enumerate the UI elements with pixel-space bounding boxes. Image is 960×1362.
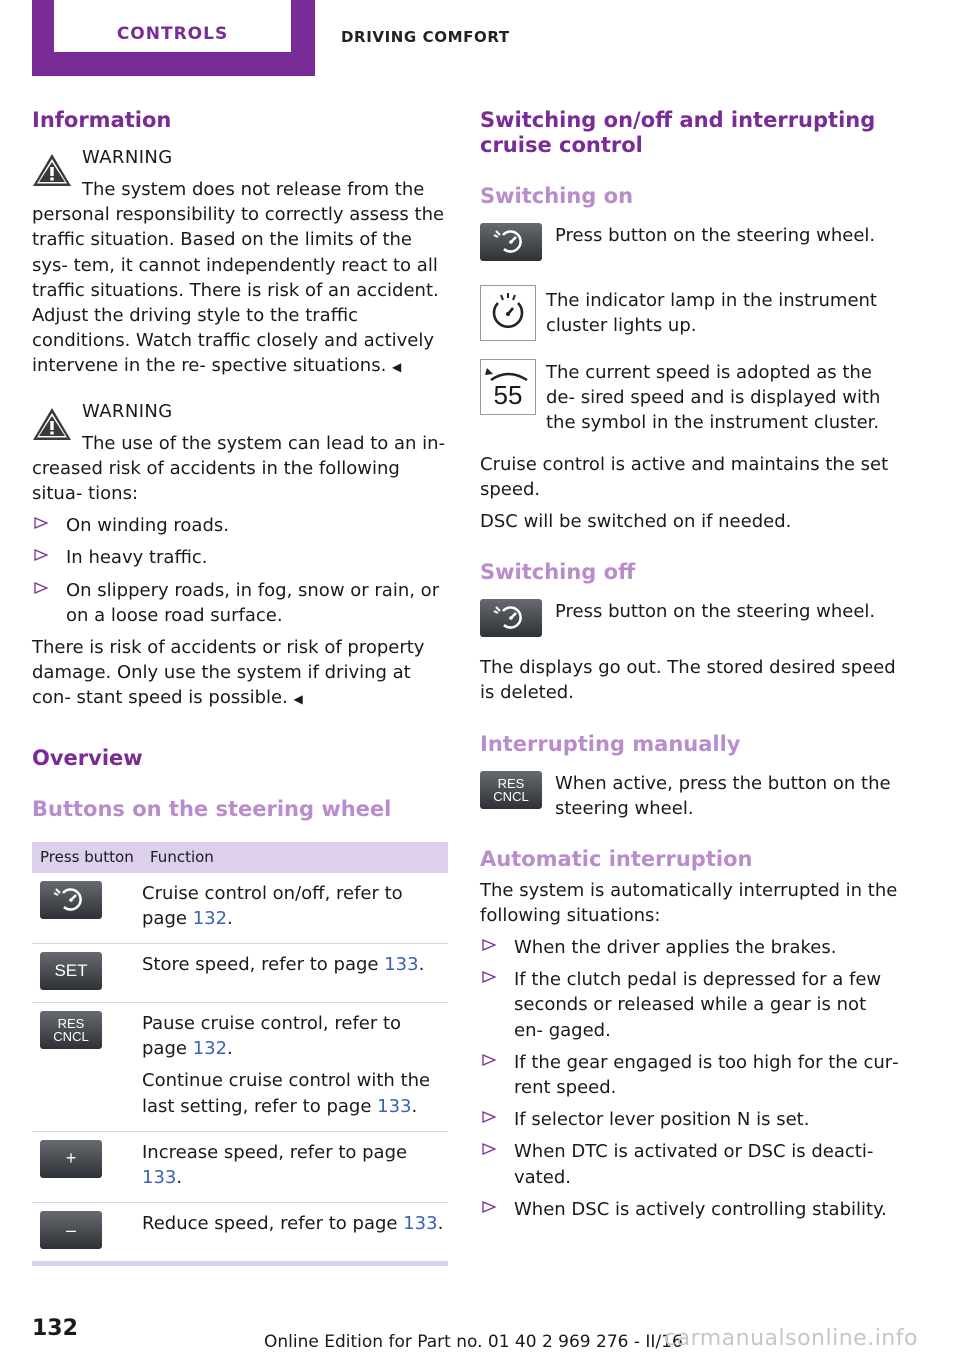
tab-driving-comfort[interactable]: DRIVING COMFORT <box>341 28 510 46</box>
cruise-control-button-icon <box>480 599 542 637</box>
desired-speed-symbol-icon <box>480 359 536 415</box>
switch-off-press-row <box>480 599 900 647</box>
column-header-press-button: Press button <box>32 842 142 873</box>
warning-2-intro: The use of the system can lead to an in‐ creased risk of accidents in the following situa‐ tions: <box>32 432 446 505</box>
warning-2 <box>32 399 448 713</box>
dsc-text: DSC will be switched on if needed. <box>480 511 792 533</box>
right-column <box>480 108 900 1222</box>
table-row: SET Store speed, refer to page 133. <box>32 944 448 1003</box>
interrupt-manual-text: When active, press the button on the steering wheel. <box>555 772 891 819</box>
overview-heading: Overview <box>32 745 143 770</box>
switching-on-heading: Switching on <box>480 184 634 208</box>
left-column <box>32 108 448 1266</box>
page-link[interactable]: 133 <box>403 1213 438 1235</box>
auto-interrupt-list <box>480 935 900 1222</box>
right-heading: Switching on/off and interrupting cruise control <box>480 108 876 157</box>
list-item: On slippery roads, in fog, snow or rain, or on a loose road surface. <box>32 578 448 628</box>
switch-on-press-row <box>480 223 900 271</box>
bullet-arrow-icon <box>482 938 496 952</box>
page-link[interactable]: 132 <box>192 1038 228 1060</box>
tab-controls[interactable] <box>32 0 315 76</box>
switch-off-press-text: Press button on the steering wheel. <box>555 601 876 623</box>
watermark-site: carmanualsonline.info <box>664 1326 918 1351</box>
column-header-function: Function <box>142 842 448 873</box>
page-link[interactable]: 133 <box>142 1167 177 1189</box>
table-row: RES CNCL Pause cruise control, refer to page 132. Continue cruise control with the last setting, refer to page 133. <box>32 1003 448 1132</box>
bullet-arrow-icon <box>34 516 48 530</box>
row-text: Reduce speed, refer to page <box>142 1213 404 1235</box>
active-text: Cruise control is active and maintains the set speed. <box>480 453 889 500</box>
desired-speed-value: 55 <box>493 380 523 410</box>
warning-1 <box>32 145 448 381</box>
indicator-lamp-row <box>480 285 900 343</box>
warning-icon <box>32 153 72 187</box>
list-item: When DSC is actively controlling stability. <box>480 1197 900 1222</box>
bullet-arrow-icon <box>482 1200 496 1214</box>
page-link[interactable]: 132 <box>192 907 228 929</box>
bullet-arrow-icon <box>482 1110 496 1124</box>
list-item: If the gear engaged is too high for the cur‐ rent speed. <box>480 1050 900 1100</box>
bullet-arrow-icon <box>482 970 496 984</box>
plus-button-icon: + <box>40 1140 102 1178</box>
table-bottom-rule <box>32 1262 448 1266</box>
info-heading: Information <box>32 108 172 132</box>
interrupting-manually-heading: Interrupting manually <box>480 731 741 756</box>
bullet-arrow-icon <box>34 581 48 595</box>
cruise-control-button-icon <box>40 881 102 919</box>
automatic-interruption-heading: Automatic interruption <box>480 846 753 871</box>
bullet-arrow-icon <box>34 548 48 562</box>
row-text: Continue cruise control with the last setting, refer to page <box>142 1070 431 1117</box>
desired-speed-text: The current speed is adopted as the de‐ sired speed and is displayed with the symbol in the instrument cluster. <box>546 362 881 434</box>
row-text: Cruise control on/off, refer to page <box>142 882 403 929</box>
row-text: Pause cruise control, refer to page <box>142 1013 402 1060</box>
tab-controls-label: CONTROLS <box>54 0 291 52</box>
indicator-lamp-text: The indicator lamp in the instrument cluster lights up. <box>546 290 877 337</box>
set-button-icon: SET <box>40 952 102 990</box>
table-row: Cruise control on/off, refer to page 132. <box>32 873 448 944</box>
list-item: When DTC is activated or DSC is deacti‐ vated. <box>480 1139 900 1189</box>
res-cncl-button-icon: RES CNCL <box>480 771 542 809</box>
page-number: 132 <box>32 1316 78 1341</box>
list-item: When the driver applies the brakes. <box>480 935 900 960</box>
warning-2-list <box>32 513 448 628</box>
end-mark-icon: ◀ <box>392 360 402 375</box>
minus-button-icon: – <box>40 1211 102 1249</box>
list-item: In heavy traffic. <box>32 545 448 570</box>
desired-speed-row <box>480 359 900 436</box>
table-row: – Reduce speed, refer to page 133. <box>32 1203 448 1262</box>
res-cncl-button-icon: RES CNCL <box>40 1011 102 1049</box>
warning-1-text: The system does not release from the personal responsibility to correctly assess the traffic situation. Based on the limits of the sys‐ tem, it cannot independently react to all traffic situations. There is risk of an accident. Adjust the driving style to the traffic conditions. Watch traffic closely and actively intervene in the re‐ spective situations. <box>32 179 445 377</box>
page-link[interactable]: 133 <box>384 954 419 976</box>
buttons-heading: Buttons on the steering wheel <box>32 796 392 821</box>
warning-1-title: WARNING <box>82 147 173 168</box>
row-text: Increase speed, refer to page <box>142 1141 408 1163</box>
table-row: + Increase speed, refer to page 133. <box>32 1131 448 1202</box>
switching-off-heading: Switching off <box>480 560 636 585</box>
bullet-arrow-icon <box>482 1142 496 1156</box>
buttons-table <box>32 842 448 1263</box>
switch-off-text: The displays go out. The stored desired speed is deleted. <box>480 657 896 704</box>
bullet-arrow-icon <box>482 1053 496 1067</box>
page-header <box>0 0 960 76</box>
list-item: If selector lever position N is set. <box>480 1107 900 1132</box>
cruise-indicator-lamp-icon <box>480 285 536 341</box>
warning-icon <box>32 407 72 441</box>
cruise-control-button-icon <box>480 223 542 261</box>
table-header <box>32 842 448 873</box>
page-link[interactable]: 133 <box>377 1095 412 1117</box>
interrupt-manual-row <box>480 771 900 831</box>
edition-text: Online Edition for Part no. 01 40 2 969 276 - II/16 <box>264 1332 683 1352</box>
auto-intro: The system is automatically interrupted in the following situations: <box>480 879 898 926</box>
warning-2-outro: There is risk of accidents or risk of property damage. Only use the system if driving at con‐ stant speed is possible. <box>32 637 425 709</box>
row-text: Store speed, refer to page <box>142 954 385 976</box>
list-item: If the clutch pedal is depressed for a few seconds or released while a gear is not en‐ gaged. <box>480 967 900 1043</box>
switch-on-press-text: Press button on the steering wheel. <box>555 225 876 246</box>
list-item: On winding roads. <box>32 513 448 538</box>
warning-2-title: WARNING <box>82 400 173 422</box>
end-mark-icon: ◀ <box>293 692 303 707</box>
